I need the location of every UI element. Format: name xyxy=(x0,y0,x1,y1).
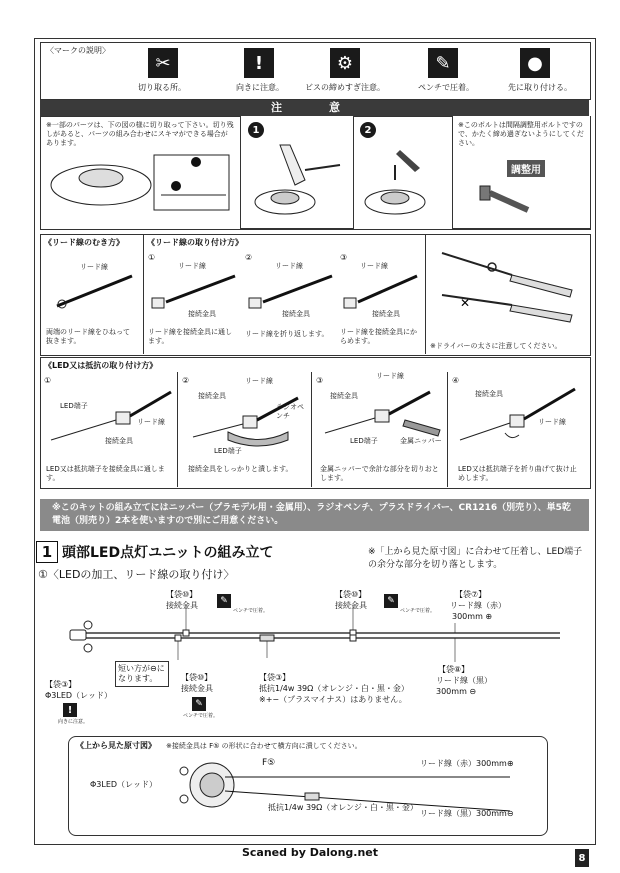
led-step2-num: ② xyxy=(182,376,190,385)
wire-red-label: リード線（赤） xyxy=(450,601,506,610)
led-step4-num: ④ xyxy=(452,376,460,385)
crimp-label-a: ペンチで圧着。 xyxy=(233,608,269,614)
led-step2-pliers: ラジオペンチ xyxy=(276,403,304,420)
part-a-label: 接続金具 xyxy=(166,601,198,610)
part-c-label: 接続金具 xyxy=(181,684,213,693)
led-divider-3 xyxy=(447,372,448,487)
wire-attach-step1-wire: リード線 xyxy=(178,262,206,270)
cut-parts-illustration xyxy=(46,150,236,220)
topview-wire-red: リード線（赤）300mm⊕ xyxy=(420,759,514,768)
caution-banner: 注 意 xyxy=(40,100,589,116)
page-number: 8 xyxy=(575,849,589,867)
bolt-illustration xyxy=(478,180,538,220)
orient-icon: ! xyxy=(63,703,77,717)
tools-notice: ※このキットの組み立てにはニッパー（プラモデル用・金属用）、ラジオペンチ、プラスドライバー、CR1216（別売り）、単5乾電池（別売り）2本を使いますので別にご用意ください。 xyxy=(40,499,589,531)
wire-divider xyxy=(143,234,144,354)
legend-title: 〈マークの説明〉 xyxy=(46,46,110,55)
led-step2-caption: 接続金具をしっかりと潰します。 xyxy=(188,465,293,473)
caution-step1-badge: 1 xyxy=(248,122,264,138)
section1-subtitle: ①〈LEDの加工、リード線の取り付け〉 xyxy=(38,568,235,581)
wire-attach-step2-wire: リード線 xyxy=(275,262,303,270)
wire-attach-step2-caption: リード線を折り返します。 xyxy=(245,330,329,338)
wire-black-length: 300mm ⊖ xyxy=(436,687,477,696)
wire-attach-step2-part: 接続金具 xyxy=(282,310,310,318)
crimp-icon-b: ✎ xyxy=(384,594,398,608)
bag3-res-tag: 【袋③】 xyxy=(259,673,291,682)
topview-led: Φ3LED（レッド） xyxy=(90,780,157,789)
wire-attach-step3-num: ③ xyxy=(340,253,348,262)
caution-step2-illustration xyxy=(360,140,450,225)
wire-strip-caption: 両端のリード線をひねって抜きます。 xyxy=(46,328,130,345)
bag3-led-tag: 【袋③】 xyxy=(45,680,77,689)
led-step3-nipper: 金属ニッパー xyxy=(400,437,442,445)
wire-black-label: リード線（黒） xyxy=(436,676,492,685)
led-step1-led-terminal: LED端子 xyxy=(60,402,88,410)
legend-label-first: 先に取り付ける。 xyxy=(508,83,572,92)
led-step3-wire: リード線 xyxy=(376,372,404,380)
legend-label-pliers: ペンチで圧着。 xyxy=(418,83,474,92)
led-step3-led-terminal: LED端子 xyxy=(350,437,378,445)
caution-step2-badge: 2 xyxy=(360,122,376,138)
wire-attach-title: 《リード線の取り付け方》 xyxy=(147,238,243,247)
circle-first-icon: ● xyxy=(520,48,550,78)
led-divider-2 xyxy=(311,372,312,487)
caution-left-note: ※一部のパーツは、下の図の様に切り取って下さい。切り残しがあると、パーツの組み合わせにスキマができる場合があります。 xyxy=(46,121,234,147)
wire-strip-illustration xyxy=(52,272,142,312)
section1-number: 1 xyxy=(36,541,58,563)
led-step2-led-terminal: LED端子 xyxy=(214,447,242,455)
led-step2-illustration xyxy=(188,392,308,447)
wire-attach-step2-num: ② xyxy=(245,253,253,262)
short-side-note: 短い方が⊖になります。 xyxy=(115,661,169,687)
section1-title: 頭部LED点灯ユニットの組み立て xyxy=(62,545,274,561)
led-attach-title: 《LED又は抵抗の取り付け方》 xyxy=(44,361,158,370)
exclamation-icon: ! xyxy=(244,48,274,78)
bolt-label: 調整用 xyxy=(507,160,545,177)
topview-wire-black: リード線（黒）300mm⊖ xyxy=(420,809,514,818)
bag7-tag: 【袋⑦】 xyxy=(455,590,487,599)
pliers-crimp-icon: ✎ xyxy=(428,48,458,78)
bag10c-tag: 【袋⑩】 xyxy=(181,673,213,682)
topview-note: ※接続金具は F⑤ の形状に合わせて横方向に潰してください。 xyxy=(166,742,362,750)
wire-attach-step1-num: ① xyxy=(148,253,156,262)
caution-step1-illustration xyxy=(250,140,350,225)
crimp-label-c: ペンチで圧着。 xyxy=(183,713,219,719)
led-divider-1 xyxy=(177,372,178,487)
led-step1-wire: リード線 xyxy=(137,418,165,426)
legend-label-cut: 切り取る所。 xyxy=(138,83,186,92)
topview-title: 《上から見た原寸図》 xyxy=(76,741,156,750)
led-step1-num: ① xyxy=(44,376,52,385)
led-step1-illustration xyxy=(46,390,176,450)
wire-attach-step1-illustration xyxy=(150,272,240,312)
wire-attach-step1-part: 接続金具 xyxy=(188,310,216,318)
legend-label-orient: 向きに注意。 xyxy=(236,83,284,92)
driver-illustration xyxy=(432,245,582,335)
svg-text:✕: ✕ xyxy=(460,296,471,310)
wire-attach-step3-wire: リード線 xyxy=(360,262,388,270)
led-step3-illustration xyxy=(320,388,445,438)
wire-attach-step1-caption: リード線を接続金具に通します。 xyxy=(148,328,232,345)
wire-attach-step3-part: 接続金具 xyxy=(372,310,400,318)
wire-red-length: 300mm ⊕ xyxy=(452,612,493,621)
driver-divider xyxy=(425,234,426,354)
led-step4-illustration xyxy=(455,385,585,445)
driver-note: ※ドライバーの太さに注意してください。 xyxy=(430,342,562,350)
led-step4-wire: リード線 xyxy=(538,418,566,426)
wire-strip-title: 《リード線のむき方》 xyxy=(44,238,124,247)
orient-label: 向きに注意。 xyxy=(58,719,89,725)
bag10a-tag: 【袋⑩】 xyxy=(166,590,198,599)
wire-strip-wire-label: リード線 xyxy=(80,263,108,271)
resistor-label: 抵抗1/4w 39Ω（オレンジ・白・黒・金） xyxy=(259,684,409,693)
led-step4-caption: LED又は抵抗端子を折り曲げて抜け止めします。 xyxy=(458,465,577,482)
bolt-note: ※このボルトは間隔調整用ボルトですので、かたく締め過ぎないようにしてください。 xyxy=(458,121,584,147)
led-step1-caption: LED又は抵抗端子を接続金具に通します。 xyxy=(46,465,165,482)
led-step4-part: 接続金具 xyxy=(475,390,503,398)
bag8-tag: 【袋⑧】 xyxy=(438,665,470,674)
footer-credit: Scaned by Dalong.net xyxy=(241,846,379,859)
screw-driver-icon: ⚙ xyxy=(330,48,360,78)
crimp-icon-a: ✎ xyxy=(217,594,231,608)
led-step3-caption: 金属ニッパーで余計な部分を切りおとします。 xyxy=(320,465,439,482)
led-step1-part: 接続金具 xyxy=(105,437,133,445)
no-polarity-note: ※+−（プラスマイナス）はありません。 xyxy=(259,695,407,704)
crimp-label-b: ペンチで圧着。 xyxy=(400,608,436,614)
legend-label-screw: ビスの締めすぎ注意。 xyxy=(305,83,385,92)
led-step2-wire: リード線 xyxy=(245,377,273,385)
bag10b-tag: 【袋⑩】 xyxy=(335,590,367,599)
led-step3-num: ③ xyxy=(316,376,324,385)
wire-attach-step3-caption: リード線を接続金具にからめます。 xyxy=(340,328,417,345)
led-step2-part: 接続金具 xyxy=(198,392,226,400)
wire-attach-step2-illustration xyxy=(247,272,337,312)
led-part-label: Φ3LED（レッド） xyxy=(45,691,112,700)
part-b-label: 接続金具 xyxy=(335,601,367,610)
section1-note: ※「上から見た原寸図」に合わせて圧着し、LED端子の余分な部分を切り落とします。 xyxy=(368,547,583,570)
topview-f5: F⑤ xyxy=(262,758,276,768)
topview-resistor: 抵抗1/4w 39Ω（オレンジ・白・黒・金） xyxy=(268,803,418,812)
crimp-icon-c: ✎ xyxy=(192,697,206,711)
led-step3-part: 接続金具 xyxy=(330,392,358,400)
wire-attach-step3-illustration xyxy=(342,272,422,312)
nipper-cut-icon: ✂ xyxy=(148,48,178,78)
